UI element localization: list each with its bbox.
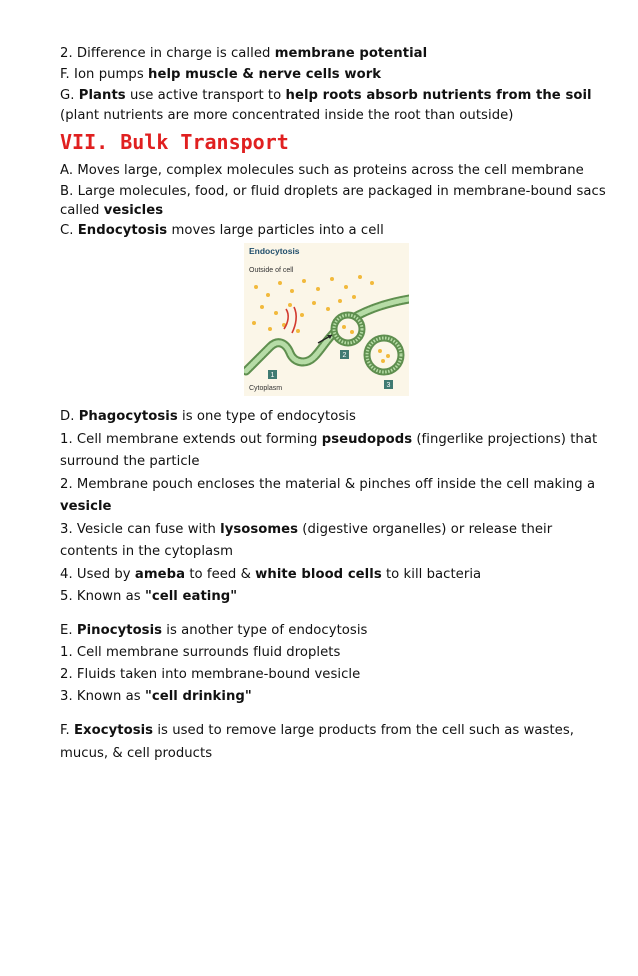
text-run: F.	[60, 723, 74, 738]
text-run: to kill bacteria	[381, 567, 482, 582]
text-run: 1. Cell membrane surrounds fluid droplets	[60, 645, 341, 660]
bold-term-white-blood-cells: white blood cells	[255, 567, 382, 582]
cytoplasm-label: Cytoplasm	[249, 385, 283, 392]
text-line-pino-3	[60, 688, 252, 706]
text-run: 1. Cell membrane extends out forming	[60, 432, 322, 447]
text-line-plant-nutrients	[60, 107, 513, 125]
bold-term-roots: help roots absorb nutrients from the soil	[285, 88, 592, 103]
text-line-phago-1b	[60, 453, 200, 471]
bold-term-exocytosis: Exocytosis	[74, 723, 154, 738]
text-run: B. Large molecules, food, or fluid droplets are packaged in membrane-bound sacs	[60, 184, 606, 199]
text-line-phago-3a	[60, 521, 552, 539]
endocytosis-diagram	[244, 243, 409, 396]
bold-term-lysosomes: lysosomes	[220, 522, 299, 537]
text-run: (fingerlike projections) that	[412, 432, 598, 447]
text-run: 2. Membrane pouch encloses the material & pinches off inside the cell making a	[60, 477, 596, 492]
bold-term-pinocytosis: Pinocytosis	[76, 623, 163, 638]
text-line-exo-2	[60, 745, 212, 763]
bold-term-plants: Plants	[78, 88, 126, 103]
text-line-pino-2	[60, 666, 360, 684]
bold-term-muscle-nerve: help muscle & nerve cells work	[148, 67, 382, 82]
step-number-2: 2	[342, 352, 347, 359]
bold-term-vesicles: vesicles	[103, 203, 164, 218]
text-line-phago-d	[60, 408, 356, 426]
text-run: 3. Known as	[60, 689, 145, 704]
text-run: A. Moves large, complex molecules such as proteins across the cell membrane	[60, 163, 584, 178]
text-line-phago-5	[60, 588, 237, 606]
text-line-pino-1	[60, 644, 340, 662]
step-badge-3	[384, 380, 393, 389]
bold-term-cell-drinking: "cell drinking"	[144, 689, 252, 704]
text-line-phago-4	[60, 566, 481, 584]
bold-term-phagocytosis: Phagocytosis	[78, 409, 178, 424]
text-run: G.	[60, 88, 79, 103]
text-line-phago-2a	[60, 476, 595, 494]
text-run: use active transport to	[125, 88, 286, 103]
text-line-bulk-c	[60, 222, 384, 240]
text-run: to feed &	[185, 567, 256, 582]
text-run: (plant nutrients are more concentrated inside the root than outside)	[60, 108, 514, 123]
text-run: 5. Known as	[60, 589, 145, 604]
text-run: called	[60, 203, 104, 218]
text-run: is one type of endocytosis	[177, 409, 356, 424]
text-run: 2. Difference in charge is called	[60, 46, 275, 61]
text-line-ion-pumps	[60, 66, 381, 84]
bold-term-cell-eating: "cell eating"	[144, 589, 238, 604]
text-run: F. Ion pumps	[60, 67, 149, 82]
text-line-pino-e	[60, 622, 367, 640]
text-run: 4. Used by	[60, 567, 135, 582]
step-number-1: 1	[270, 372, 275, 379]
text-line-phago-3b	[60, 543, 233, 561]
outside-cell-label: Outside of cell	[249, 267, 294, 274]
bold-term-membrane-potential: membrane potential	[274, 46, 428, 61]
text-line-phago-1a	[60, 431, 597, 449]
text-run: contents in the cytoplasm	[60, 544, 233, 559]
text-run: 2. Fluids taken into membrane-bound vesicle	[60, 667, 361, 682]
section-heading-bulk-transport: VII. Bulk Transport	[60, 130, 289, 154]
text-line-bulk-a	[60, 162, 584, 180]
text-run: moves large particles into a cell	[167, 223, 384, 238]
text-run: mucus, & cell products	[60, 746, 213, 761]
forming-vesicle	[334, 315, 362, 343]
bold-term-endocytosis: Endocytosis	[77, 223, 168, 238]
text-line-phago-2b	[60, 498, 112, 516]
text-line-bulk-b2	[60, 202, 163, 220]
text-run: E.	[60, 623, 77, 638]
bold-term-ameba: ameba	[134, 567, 186, 582]
text-run: C.	[60, 223, 78, 238]
text-run: is used to remove large products from the cell such as wastes,	[153, 723, 575, 738]
figure-title: Endocytosis	[249, 246, 300, 256]
text-line-bulk-b1	[60, 183, 606, 201]
text-line-membrane-potential	[60, 45, 427, 63]
text-run: surround the particle	[60, 454, 200, 469]
text-run: (digestive organelles) or release their	[298, 522, 553, 537]
text-run: 3. Vesicle can fuse with	[60, 522, 221, 537]
text-line-plants	[60, 87, 592, 105]
text-line-exo-1	[60, 722, 574, 740]
endocytosis-figure	[244, 243, 409, 396]
step-number-3: 3	[386, 382, 391, 389]
step-badge-1	[268, 370, 277, 379]
step-badge-2	[340, 350, 349, 359]
bold-term-vesicle: vesicle	[60, 499, 112, 514]
free-vesicle	[367, 338, 401, 372]
text-run: D.	[60, 409, 79, 424]
text-run: is another type of endocytosis	[162, 623, 368, 638]
bold-term-pseudopods: pseudopods	[321, 432, 413, 447]
